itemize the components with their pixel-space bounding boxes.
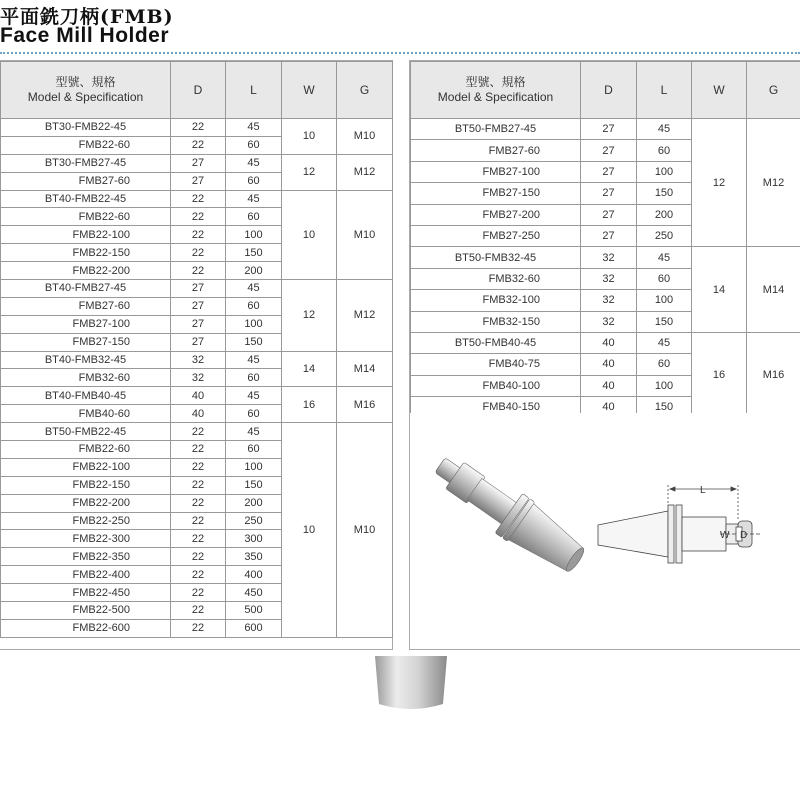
table-row [1,154,393,172]
l-cell: 200 [637,204,692,225]
d-cell: 22 [171,441,226,459]
d-cell: 27 [171,154,226,172]
g-header: G [747,62,800,119]
l-cell: 500 [226,602,282,620]
model-cell: FMB22-500 [1,602,171,620]
l-cell: 45 [226,280,282,298]
l-cell: 45 [226,119,282,137]
d-cell: 27 [581,183,637,204]
model-cell: FMB22-400 [1,566,171,584]
model-cell: FMB27-150 [1,333,171,351]
d-cell: 27 [581,161,637,182]
l-cell: 60 [637,354,692,375]
l-header: L [637,62,692,119]
d-header: D [171,62,226,119]
g-cell: M10 [337,119,393,155]
l-cell: 250 [226,512,282,530]
model-cell: FMB22-60 [1,136,171,154]
d-cell: 32 [581,247,637,268]
l-cell: 100 [637,290,692,311]
model-cell: FMB22-100 [1,458,171,476]
page-title-chinese: 平面銑刀柄(FMB) [0,6,174,28]
model-cell: BT50-FMB27-45 [411,119,581,140]
model-cell: FMB40-150 [411,397,581,418]
g-cell: M12 [337,280,393,352]
l-cell: 60 [226,208,282,226]
model-cell: FMB22-200 [1,262,171,280]
model-cell: BT50-FMB22-45 [1,423,171,441]
d-cell: 22 [171,226,226,244]
table-row [1,351,393,369]
table-row [1,387,393,405]
d-cell: 22 [171,136,226,154]
l-cell: 200 [226,494,282,512]
model-cell: BT40-FMB22-45 [1,190,171,208]
d-cell: 22 [171,602,226,620]
w-cell: 10 [282,423,337,638]
d-cell: 27 [581,140,637,161]
d-cell: 27 [581,225,637,246]
model-cell: BT30-FMB27-45 [1,154,171,172]
table-header-row [1,62,393,119]
w-cell: 16 [692,332,747,418]
model-cell: FMB40-60 [1,405,171,423]
d-cell: 22 [171,566,226,584]
d-header: D [581,62,637,119]
g-cell: M12 [337,154,393,190]
page-title-english: Face Mill Holder [0,24,170,47]
table-row [1,423,393,441]
d-cell: 40 [581,354,637,375]
w-cell: 10 [282,119,337,155]
w-cell: 10 [282,190,337,279]
dimension-label-w: W [720,530,730,541]
d-cell: 22 [171,584,226,602]
table-header-row [411,62,800,119]
left-table-body [1,119,393,638]
d-cell: 40 [581,375,637,396]
title-divider [0,52,800,54]
model-cell: FMB40-100 [411,375,581,396]
l-cell: 150 [637,397,692,418]
model-cell: BT40-FMB32-45 [1,351,171,369]
d-cell: 40 [171,387,226,405]
l-cell: 60 [226,297,282,315]
model-cell: FMB32-150 [411,311,581,332]
model-cell: FMB27-100 [411,161,581,182]
g-header: G [337,62,393,119]
left-spec-table [0,61,393,638]
w-header: W [692,62,747,119]
d-cell: 22 [171,208,226,226]
model-header-cn: 型號、規格 [465,75,526,89]
l-cell: 45 [226,190,282,208]
model-cell: FMB27-200 [411,204,581,225]
w-cell: 12 [692,119,747,247]
l-cell: 600 [226,619,282,637]
l-cell: 350 [226,548,282,566]
w-header: W [282,62,337,119]
model-header-en: Model & Specification [437,90,554,104]
l-cell: 150 [226,333,282,351]
l-cell: 60 [226,369,282,387]
model-cell: FMB27-60 [1,297,171,315]
right-spec-table [410,61,800,418]
model-cell: BT50-FMB32-45 [411,247,581,268]
l-header: L [226,62,282,119]
d-cell: 27 [171,297,226,315]
d-cell: 32 [581,290,637,311]
model-cell: FMB32-100 [411,290,581,311]
g-cell: M16 [337,387,393,423]
l-cell: 45 [637,119,692,140]
l-cell: 150 [226,244,282,262]
l-cell: 60 [637,268,692,289]
dimension-label-l: L [700,485,706,496]
l-cell: 100 [226,226,282,244]
d-cell: 22 [171,119,226,137]
l-cell: 100 [637,161,692,182]
d-cell: 22 [171,530,226,548]
model-cell: FMB27-100 [1,315,171,333]
l-cell: 100 [226,458,282,476]
d-cell: 40 [581,397,637,418]
w-cell: 14 [282,351,337,387]
model-cell: BT40-FMB27-45 [1,280,171,298]
d-cell: 40 [171,405,226,423]
model-cell: FMB27-150 [411,183,581,204]
d-cell: 27 [581,204,637,225]
model-cell: FMB22-250 [1,512,171,530]
table-row [411,119,800,140]
model-cell: FMB22-300 [1,530,171,548]
l-cell: 60 [226,136,282,154]
model-cell: FMB40-75 [411,354,581,375]
d-cell: 32 [171,369,226,387]
l-cell: 300 [226,530,282,548]
right-table-body [411,119,800,418]
d-cell: 22 [171,244,226,262]
model-cell: FMB27-250 [411,225,581,246]
l-cell: 150 [637,183,692,204]
d-cell: 22 [171,190,226,208]
w-cell: 16 [282,387,337,423]
model-cell: BT50-FMB40-45 [411,332,581,353]
l-cell: 60 [226,405,282,423]
product-illustration-area [410,413,800,649]
g-cell: M12 [747,119,800,247]
l-cell: 400 [226,566,282,584]
l-cell: 45 [637,247,692,268]
l-cell: 45 [226,154,282,172]
model-cell: BT30-FMB22-45 [1,119,171,137]
model-cell: FMB22-350 [1,548,171,566]
model-cell: FMB32-60 [411,268,581,289]
dimension-label-d: D [740,530,748,541]
l-cell: 450 [226,584,282,602]
model-cell: FMB32-60 [1,369,171,387]
d-cell: 22 [171,262,226,280]
d-cell: 27 [581,119,637,140]
model-cell: FMB22-150 [1,476,171,494]
w-cell: 12 [282,280,337,352]
d-cell: 27 [171,315,226,333]
g-cell: M14 [747,247,800,333]
right-spec-panel [409,60,800,650]
d-cell: 27 [171,280,226,298]
d-cell: 22 [171,494,226,512]
model-cell: FMB22-60 [1,441,171,459]
l-cell: 100 [637,375,692,396]
g-cell: M16 [747,332,800,418]
table-row [1,119,393,137]
dimension-drawing [598,485,762,563]
model-cell: FMB22-450 [1,584,171,602]
d-cell: 32 [581,268,637,289]
d-cell: 32 [581,311,637,332]
l-cell: 60 [226,441,282,459]
l-cell: 100 [226,315,282,333]
l-cell: 45 [226,423,282,441]
g-cell: M10 [337,423,393,638]
table-row [1,280,393,298]
l-cell: 150 [226,476,282,494]
l-cell: 45 [226,387,282,405]
face-mill-holder-photo [426,445,592,581]
g-cell: M14 [337,351,393,387]
l-cell: 200 [226,262,282,280]
model-cell: FMB22-200 [1,494,171,512]
model-cell: FMB22-60 [1,208,171,226]
l-cell: 250 [637,225,692,246]
d-cell: 22 [171,423,226,441]
model-header-cn: 型號、規格 [55,75,116,89]
d-cell: 32 [171,351,226,369]
product-illustration [410,413,800,649]
d-cell: 27 [171,333,226,351]
model-cell: FMB22-100 [1,226,171,244]
model-spec-header [411,62,581,119]
model-cell: FMB27-60 [1,172,171,190]
l-cell: 60 [637,140,692,161]
table-row [411,247,800,268]
model-cell: FMB22-600 [1,619,171,637]
left-spec-panel [0,60,393,650]
d-cell: 22 [171,548,226,566]
model-spec-header [1,62,171,119]
d-cell: 22 [171,458,226,476]
d-cell: 27 [171,172,226,190]
l-cell: 45 [637,332,692,353]
model-header-en: Model & Specification [27,90,144,104]
w-cell: 12 [282,154,337,190]
table-row [1,190,393,208]
model-cell: FMB22-150 [1,244,171,262]
table-row [411,332,800,353]
l-cell: 150 [637,311,692,332]
d-cell: 40 [581,332,637,353]
d-cell: 22 [171,512,226,530]
g-cell: M10 [337,190,393,279]
l-cell: 60 [226,172,282,190]
holder-cone-photo-partial [373,656,449,712]
l-cell: 45 [226,351,282,369]
model-cell: BT40-FMB40-45 [1,387,171,405]
w-cell: 14 [692,247,747,333]
d-cell: 22 [171,619,226,637]
d-cell: 22 [171,476,226,494]
model-cell: FMB27-60 [411,140,581,161]
